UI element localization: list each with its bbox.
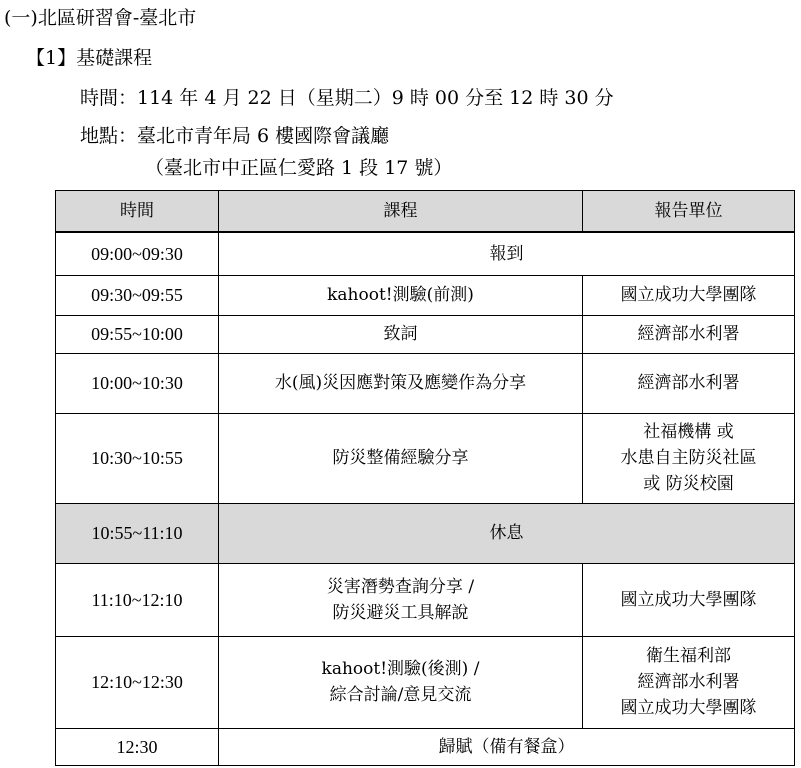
row-course-line: 綜合討論/意見交流 (329, 685, 472, 705)
table-row (56, 563, 795, 636)
row-unit (583, 353, 795, 413)
row-course (219, 503, 795, 563)
row-time: 10:00~10:30 (56, 353, 219, 413)
row-course-line: 致詞 (383, 324, 418, 344)
header-time: 時間 (56, 191, 219, 233)
row-course (219, 563, 583, 636)
row-time: 12:30 (56, 728, 219, 765)
row-unit-line: 國立成功大學團隊 (620, 589, 757, 610)
row-time: 10:55~11:10 (56, 503, 219, 563)
row-course-line: 歸賦（備有餐盒） (438, 736, 575, 757)
row-unit-line: 經濟部水利署 (637, 672, 740, 692)
row-unit (583, 636, 795, 728)
section-title: (一)北區研習會-臺北市 (4, 7, 197, 29)
row-course-line: 水(風)災因應對策及應變作為分享 (274, 373, 527, 393)
row-course-line: 休息 (489, 523, 524, 543)
row-unit-line: 經濟部水利署 (637, 373, 740, 393)
row-course (219, 275, 583, 315)
header-course: 課程 (219, 191, 583, 233)
row-course-line: 報到 (489, 243, 524, 264)
row-time: 11:10~12:10 (56, 563, 219, 636)
header-unit: 報告單位 (583, 191, 795, 233)
row-time: 09:30~09:55 (56, 275, 219, 315)
row-course-line: kahoot!測驗(後測) / (321, 659, 480, 679)
event-time: 時間：114 年 4 月 22 日（星期二）9 時 00 分至 12 時 30 分 (80, 87, 614, 109)
table-row (56, 275, 795, 315)
row-course (219, 353, 583, 413)
row-time: 12:10~12:30 (56, 636, 219, 728)
table-row (56, 353, 795, 413)
row-course-line: kahoot!測驗(前測) (327, 285, 474, 305)
row-unit-line: 或 防災校園 (643, 474, 734, 494)
row-time: 10:30~10:55 (56, 413, 219, 503)
row-unit-line: 國立成功大學團隊 (620, 698, 757, 718)
row-course (219, 232, 795, 275)
row-unit (583, 275, 795, 315)
row-course-line: 災害潛勢查詢分享 / (326, 576, 475, 597)
course-title: 【1】基礎課程 (26, 47, 153, 69)
row-unit (583, 315, 795, 353)
table-row (56, 315, 795, 353)
row-unit (583, 563, 795, 636)
table-row (56, 636, 795, 728)
row-unit-line: 衛生福利部 (646, 646, 731, 666)
row-unit-line: 水患自主防災社區 (620, 448, 757, 468)
row-course (219, 636, 583, 728)
row-time: 09:55~10:00 (56, 315, 219, 353)
row-unit (583, 413, 795, 503)
row-course (219, 728, 795, 765)
row-course-line: 防災整備經驗分享 (332, 448, 469, 468)
table-row (56, 413, 795, 503)
row-course (219, 315, 583, 353)
row-course (219, 413, 583, 503)
event-address: （臺北市中正區仁愛路 1 段 17 號） (145, 157, 453, 179)
row-time: 09:00~09:30 (56, 232, 219, 275)
row-unit-line: 經濟部水利署 (637, 324, 740, 344)
event-place: 地點：臺北市青年局 6 樓國際會議廳 (80, 125, 390, 147)
table-row (56, 728, 795, 765)
table-row (56, 232, 795, 275)
row-course-line: 防災避災工具解說 (332, 602, 469, 623)
schedule-table (55, 190, 795, 766)
table-row-break (56, 503, 795, 563)
row-unit-line: 社福機構 或 (643, 422, 734, 442)
row-unit-line: 國立成功大學團隊 (620, 285, 757, 305)
table-header-row (56, 191, 795, 233)
